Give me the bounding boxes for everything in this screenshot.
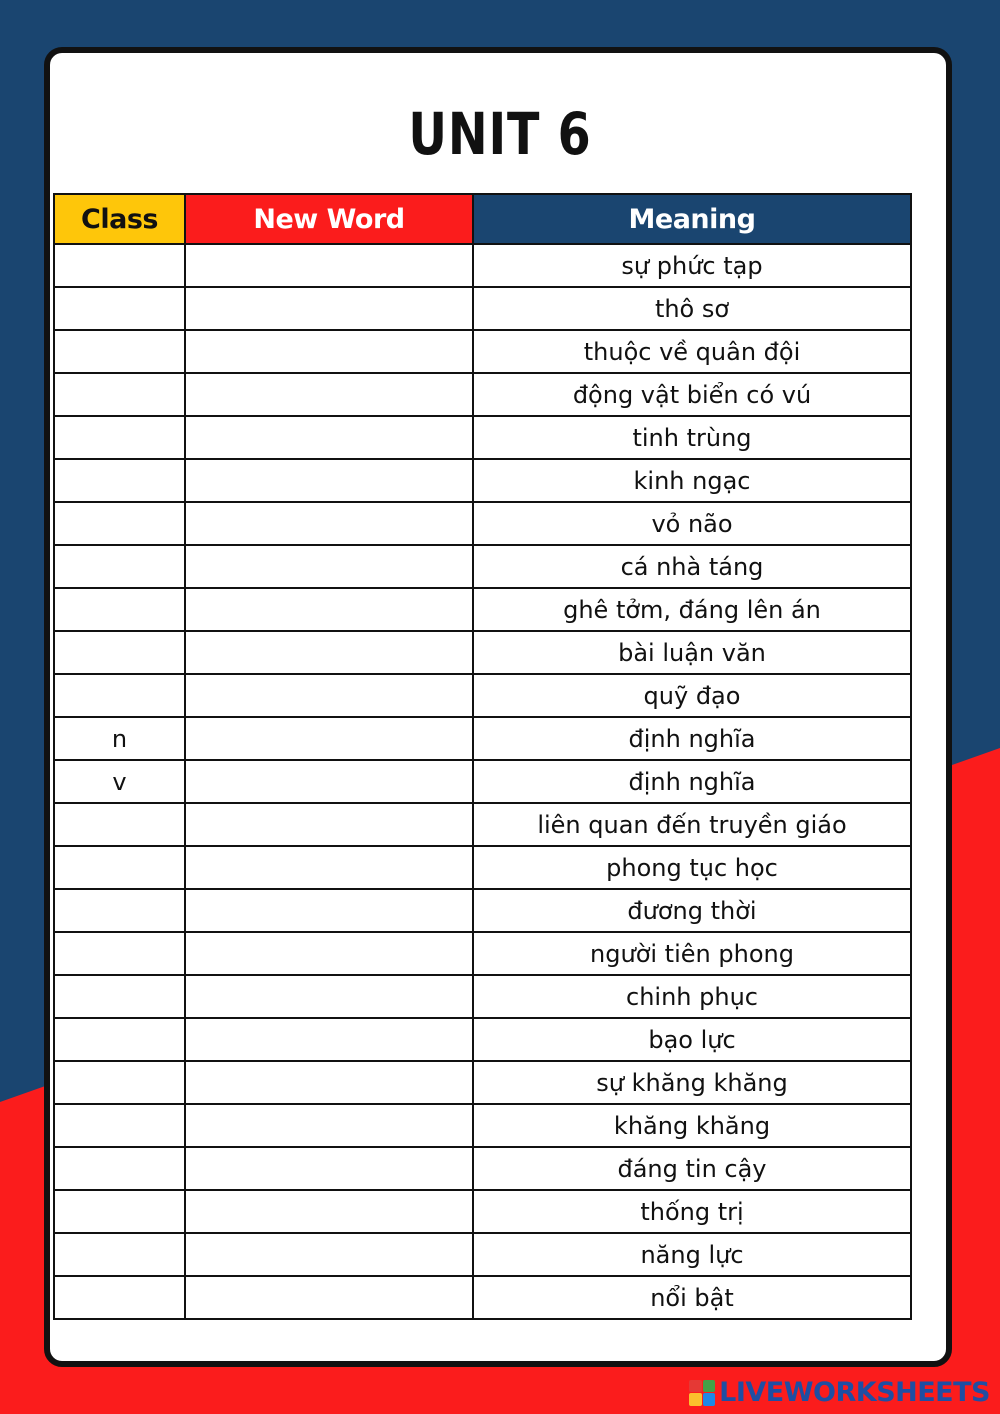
meaning-cell: vỏ não	[473, 502, 911, 545]
meaning-cell: thuộc về quân đội	[473, 330, 911, 373]
meaning-cell: định nghĩa	[473, 717, 911, 760]
table-row	[54, 975, 911, 1018]
class-cell[interactable]	[54, 1061, 185, 1104]
table-row	[54, 545, 911, 588]
new-word-cell[interactable]	[185, 588, 473, 631]
table-row	[54, 1147, 911, 1190]
new-word-cell[interactable]	[185, 932, 473, 975]
new-word-cell[interactable]	[185, 889, 473, 932]
class-cell[interactable]: v	[54, 760, 185, 803]
new-word-cell[interactable]	[185, 846, 473, 889]
meaning-cell: định nghĩa	[473, 760, 911, 803]
class-cell[interactable]	[54, 846, 185, 889]
table-row	[54, 330, 911, 373]
new-word-cell[interactable]	[185, 1233, 473, 1276]
table-row	[54, 1104, 911, 1147]
table-row	[54, 1233, 911, 1276]
new-word-cell[interactable]	[185, 631, 473, 674]
table-row	[54, 588, 911, 631]
meaning-cell: phong tục học	[473, 846, 911, 889]
meaning-cell: động vật biển có vú	[473, 373, 911, 416]
new-word-cell[interactable]	[185, 1018, 473, 1061]
new-word-cell[interactable]	[185, 803, 473, 846]
header-meaning: Meaning	[473, 194, 911, 244]
class-cell[interactable]	[54, 803, 185, 846]
class-cell[interactable]	[54, 459, 185, 502]
new-word-cell[interactable]	[185, 717, 473, 760]
table-row	[54, 459, 911, 502]
table-row	[54, 1018, 911, 1061]
new-word-cell[interactable]	[185, 373, 473, 416]
table-row	[54, 674, 911, 717]
footer-brand-text: LIVEWORKSHEETS	[719, 1377, 990, 1408]
class-cell[interactable]: n	[54, 717, 185, 760]
table-row	[54, 287, 911, 330]
meaning-cell: sự phức tạp	[473, 244, 911, 287]
new-word-cell[interactable]	[185, 1190, 473, 1233]
table-row	[54, 889, 911, 932]
meaning-cell: khăng khăng	[473, 1104, 911, 1147]
table-row	[54, 803, 911, 846]
class-cell[interactable]	[54, 287, 185, 330]
table-row	[54, 502, 911, 545]
class-cell[interactable]	[54, 330, 185, 373]
class-cell[interactable]	[54, 975, 185, 1018]
vocabulary-table	[53, 193, 912, 1320]
class-cell[interactable]	[54, 588, 185, 631]
new-word-cell[interactable]	[185, 1147, 473, 1190]
class-cell[interactable]	[54, 1104, 185, 1147]
meaning-cell: bạo lực	[473, 1018, 911, 1061]
new-word-cell[interactable]	[185, 244, 473, 287]
class-cell[interactable]	[54, 1190, 185, 1233]
class-cell[interactable]	[54, 1018, 185, 1061]
table-row	[54, 1276, 911, 1319]
meaning-cell: nổi bật	[473, 1276, 911, 1319]
meaning-cell: chinh phục	[473, 975, 911, 1018]
new-word-cell[interactable]	[185, 975, 473, 1018]
meaning-cell: năng lực	[473, 1233, 911, 1276]
table-row	[54, 1190, 911, 1233]
meaning-cell: quỹ đạo	[473, 674, 911, 717]
new-word-cell[interactable]	[185, 1276, 473, 1319]
meaning-cell: thô sơ	[473, 287, 911, 330]
class-cell[interactable]	[54, 502, 185, 545]
header-class: Class	[54, 194, 185, 244]
new-word-cell[interactable]	[185, 287, 473, 330]
table-row	[54, 416, 911, 459]
meaning-cell: người tiên phong	[473, 932, 911, 975]
meaning-cell: ghê tởm, đáng lên án	[473, 588, 911, 631]
table-row	[54, 244, 911, 287]
table-body	[54, 244, 911, 1319]
table-header-row	[54, 194, 911, 244]
meaning-cell: cá nhà táng	[473, 545, 911, 588]
meaning-cell: thống trị	[473, 1190, 911, 1233]
meaning-cell: liên quan đến truyền giáo	[473, 803, 911, 846]
new-word-cell[interactable]	[185, 674, 473, 717]
table-row	[54, 1061, 911, 1104]
table-row	[54, 760, 911, 803]
new-word-cell[interactable]	[185, 545, 473, 588]
class-cell[interactable]	[54, 416, 185, 459]
header-new-word: New Word	[185, 194, 473, 244]
table-row	[54, 373, 911, 416]
new-word-cell[interactable]	[185, 416, 473, 459]
meaning-cell: bài luận văn	[473, 631, 911, 674]
class-cell[interactable]	[54, 932, 185, 975]
meaning-cell: sự khăng khăng	[473, 1061, 911, 1104]
class-cell[interactable]	[54, 1276, 185, 1319]
class-cell[interactable]	[54, 1147, 185, 1190]
new-word-cell[interactable]	[185, 1061, 473, 1104]
meaning-cell: kinh ngạc	[473, 459, 911, 502]
page-title: UNIT 6	[408, 100, 592, 168]
footer-brand	[689, 1377, 990, 1408]
new-word-cell[interactable]	[185, 760, 473, 803]
class-cell[interactable]	[54, 631, 185, 674]
class-cell[interactable]	[54, 889, 185, 932]
class-cell[interactable]	[54, 373, 185, 416]
meaning-cell: đương thời	[473, 889, 911, 932]
new-word-cell[interactable]	[185, 459, 473, 502]
new-word-cell[interactable]	[185, 502, 473, 545]
class-cell[interactable]	[54, 674, 185, 717]
table-row	[54, 631, 911, 674]
table-row	[54, 717, 911, 760]
class-cell[interactable]	[54, 545, 185, 588]
table-row	[54, 846, 911, 889]
meaning-cell: tinh trùng	[473, 416, 911, 459]
liveworksheets-logo-icon	[689, 1380, 715, 1406]
new-word-cell[interactable]	[185, 1104, 473, 1147]
class-cell[interactable]	[54, 244, 185, 287]
meaning-cell: đáng tin cậy	[473, 1147, 911, 1190]
table-row	[54, 932, 911, 975]
class-cell[interactable]	[54, 1233, 185, 1276]
new-word-cell[interactable]	[185, 330, 473, 373]
